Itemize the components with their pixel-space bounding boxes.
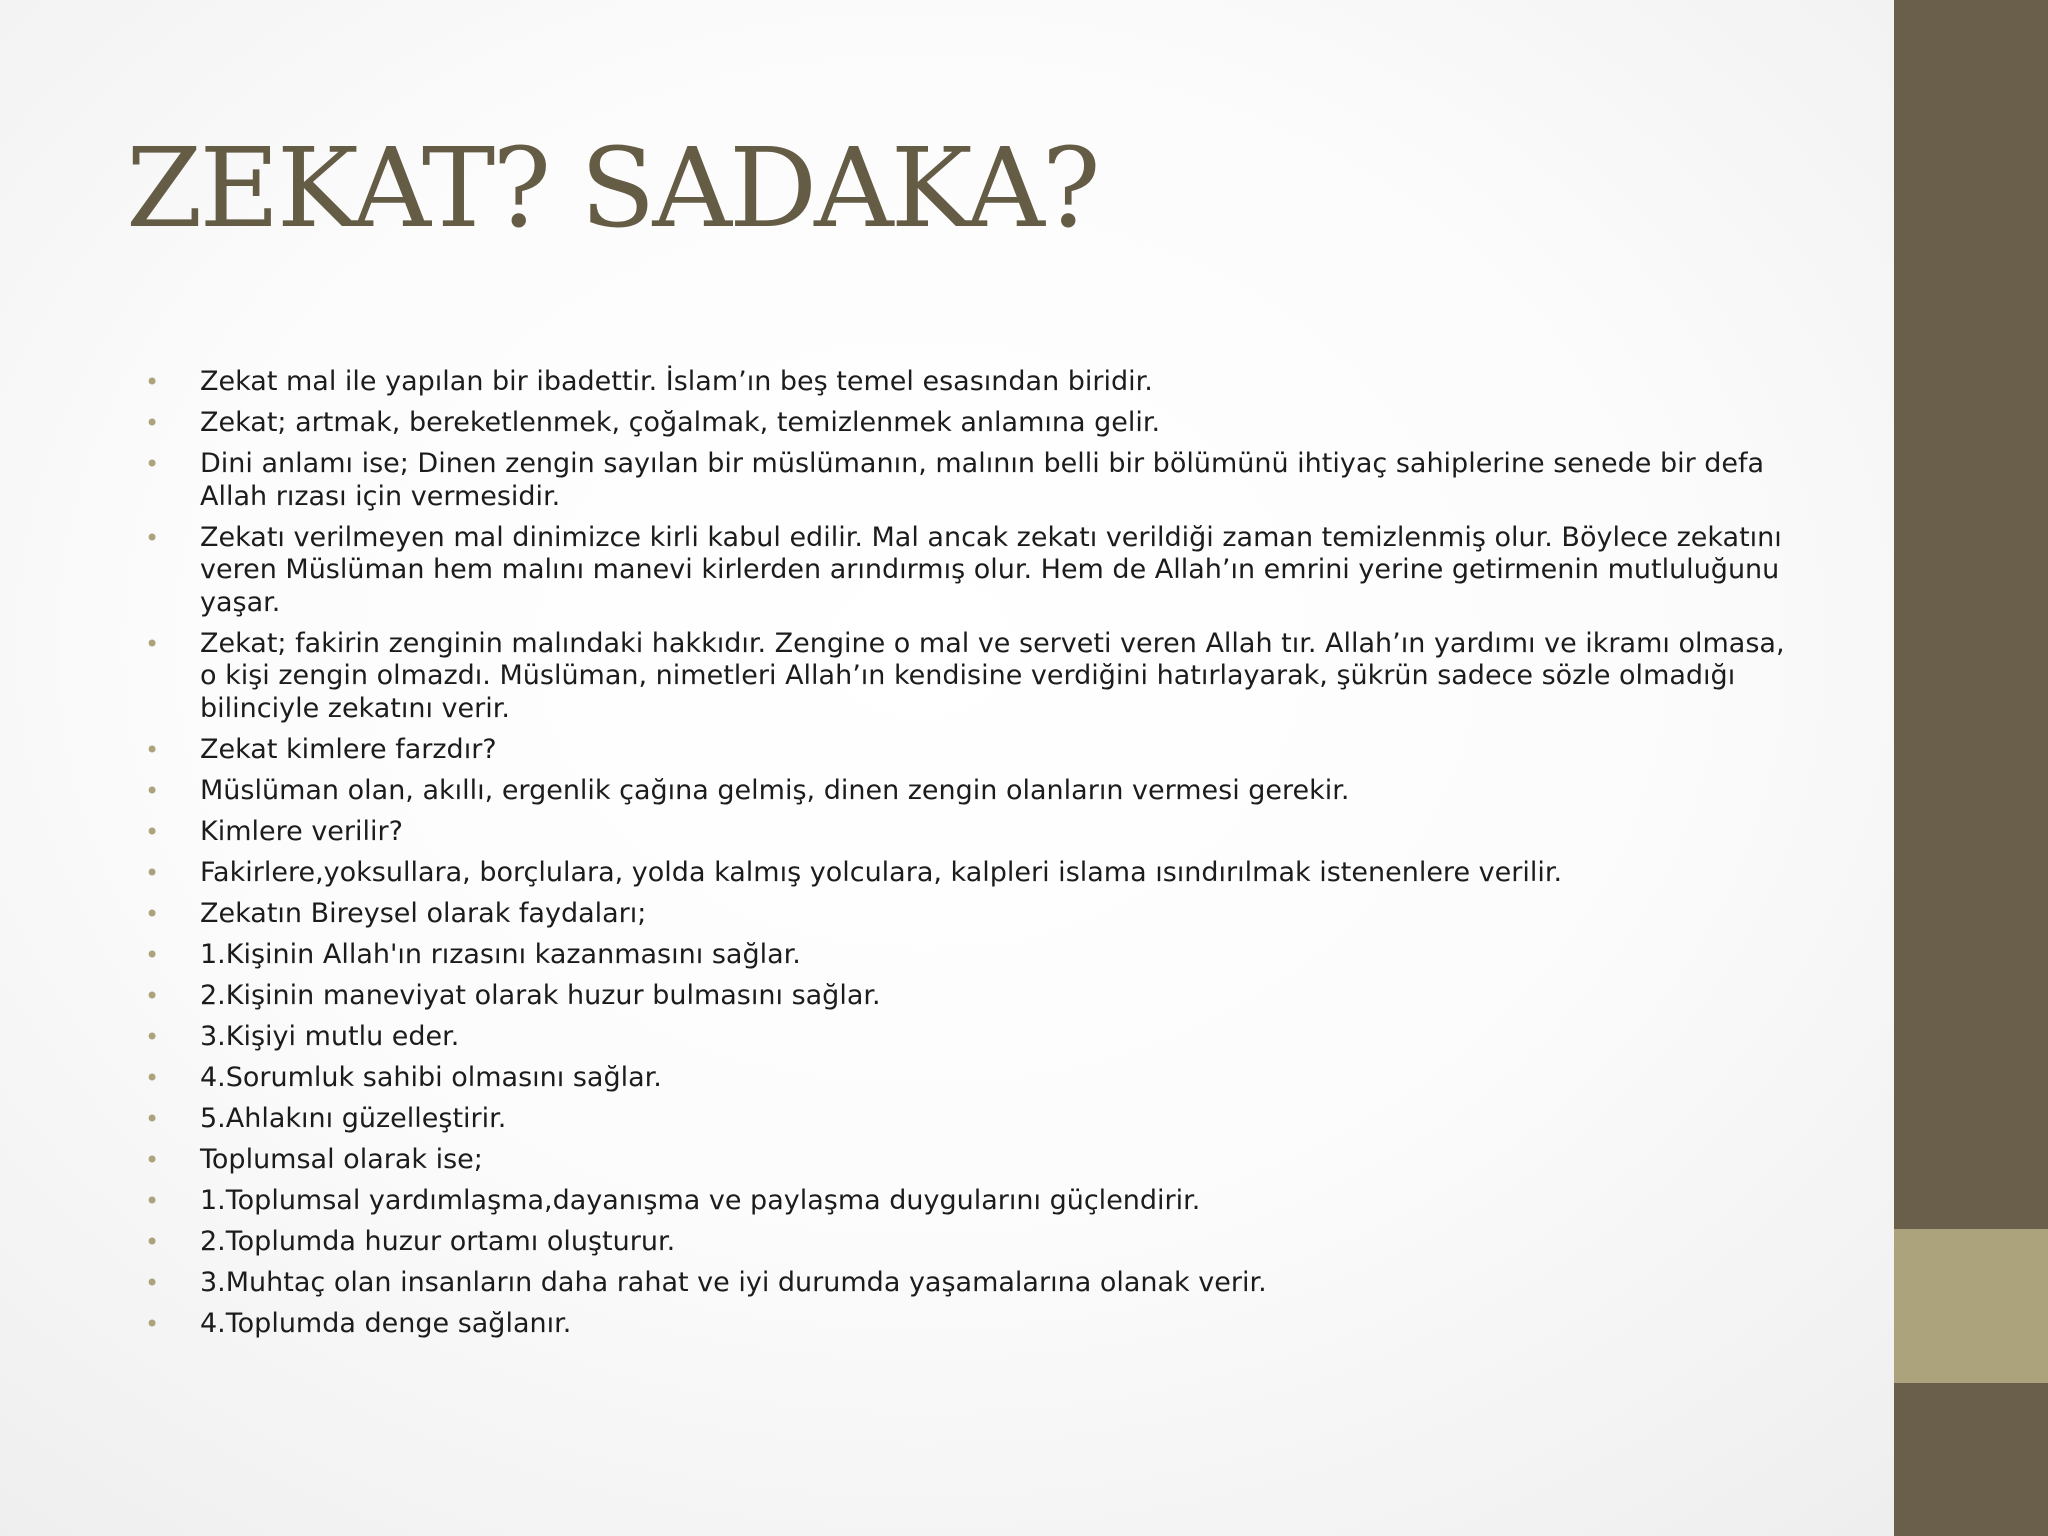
bullet-icon: •	[145, 899, 160, 928]
bullet-text: 2.Kişinin maneviyat olarak huzur bulmasını sağlar.	[200, 979, 881, 1011]
bullet-icon: •	[145, 629, 160, 658]
bullet-icon: •	[145, 1063, 160, 1092]
list-item	[145, 980, 1805, 1013]
bullet-icon: •	[145, 523, 160, 552]
bullet-icon: •	[145, 1104, 160, 1133]
decorative-sidebar-accent	[1894, 1229, 2048, 1383]
bullet-text: 5.Ahlakını güzelleştirir.	[200, 1102, 507, 1134]
slide-title: ZEKAT? SADAKA?	[126, 124, 1098, 252]
bullet-text: Toplumsal olarak ise;	[200, 1143, 483, 1175]
bullet-icon: •	[145, 1268, 160, 1297]
bullet-icon: •	[145, 858, 160, 887]
list-item	[145, 1226, 1805, 1259]
bullet-icon: •	[145, 1022, 160, 1051]
bullet-text: Dini anlamı ise; Dinen zengin sayılan bir müslümanın, malının belli bir bölümünü ihtiyaç sahiplerine senede bir defa Allah rızası için vermesidir.	[200, 448, 1765, 512]
list-item	[145, 1185, 1805, 1218]
bullet-text: 4.Toplumda denge sağlanır.	[200, 1307, 572, 1339]
list-item	[145, 816, 1805, 849]
list-item	[145, 898, 1805, 931]
bullet-text: 4.Sorumluk sahibi olmasını sağlar.	[200, 1061, 662, 1093]
bullet-text: Zekat kimlere farzdır?	[200, 733, 497, 765]
list-item	[145, 1267, 1805, 1300]
list-item	[145, 1021, 1805, 1054]
bullet-icon: •	[145, 1309, 160, 1338]
list-item	[145, 628, 1805, 726]
bullet-icon: •	[145, 1186, 160, 1215]
bullet-icon: •	[145, 1227, 160, 1256]
list-item	[145, 1062, 1805, 1095]
list-item	[145, 366, 1805, 399]
bullet-list	[145, 366, 1805, 1340]
bullet-text: Zekatı verilmeyen mal dinimizce kirli kabul edilir. Mal ancak zekatı verildiği zaman temizlenmiş olur. Böylece zekatını veren Müslüman hem malını manevi kirlerden arındırmış olur. Hem de Allah’ın emrini yerine getirmenin mutluluğunu yaşar.	[200, 521, 1782, 618]
bullet-text: 3.Kişiyi mutlu eder.	[200, 1020, 460, 1052]
bullet-icon: •	[145, 940, 160, 969]
list-item	[145, 448, 1805, 513]
bullet-text: Kimlere verilir?	[200, 815, 403, 847]
list-item	[145, 1103, 1805, 1136]
bullet-icon: •	[145, 409, 160, 437]
list-item	[145, 775, 1805, 808]
bullet-icon: •	[145, 817, 160, 846]
bullet-text: Zekat; fakirin zenginin malındaki hakkıdır. Zengine o mal ve serveti veren Allah tır. Allah’ın yardımı ve ikramı olmasa, o kişi zengin olmazdı. Müslüman, nimetleri Allah’ın kendisine verdiğini hatırlayarak, şükrün sadece sözle olmadığı bilinciyle zekatını verir.	[200, 627, 1785, 724]
list-item	[145, 857, 1805, 890]
bullet-text: 3.Muhtaç olan insanların daha rahat ve iyi durumda yaşamalarına olanak verir.	[200, 1266, 1267, 1298]
list-item	[145, 407, 1805, 440]
bullet-text: Fakirlere,yoksullara, borçlulara, yolda kalmış yolculara, kalpleri islama ısındırılmak istenenlere verilir.	[200, 856, 1563, 888]
bullet-icon: •	[145, 981, 160, 1010]
bullet-text: Zekatın Bireysel olarak faydaları;	[200, 897, 647, 929]
bullet-text: Müslüman olan, akıllı, ergenlik çağına gelmiş, dinen zengin olanların vermesi gerekir.	[200, 774, 1350, 806]
list-item	[145, 522, 1805, 620]
bullet-text: 2.Toplumda huzur ortamı oluşturur.	[200, 1225, 676, 1257]
bullet-icon: •	[145, 776, 160, 805]
list-item	[145, 939, 1805, 972]
list-item	[145, 1144, 1805, 1177]
bullet-icon: •	[145, 735, 160, 764]
bullet-icon: •	[145, 368, 160, 396]
bullet-text: 1.Toplumsal yardımlaşma,dayanışma ve paylaşma duygularını güçlendirir.	[200, 1184, 1201, 1216]
list-item	[145, 734, 1805, 767]
bullet-text: Zekat; artmak, bereketlenmek, çoğalmak, temizlenmek anlamına gelir.	[200, 407, 1161, 438]
bullet-icon: •	[145, 450, 160, 478]
slide-body	[145, 366, 1805, 1349]
bullet-text: 1.Kişinin Allah'ın rızasını kazanmasını sağlar.	[200, 938, 801, 970]
list-item	[145, 1308, 1805, 1341]
bullet-text: Zekat mal ile yapılan bir ibadettir. İslam’ın beş temel esasından biridir.	[200, 366, 1153, 397]
bullet-icon: •	[145, 1145, 160, 1174]
